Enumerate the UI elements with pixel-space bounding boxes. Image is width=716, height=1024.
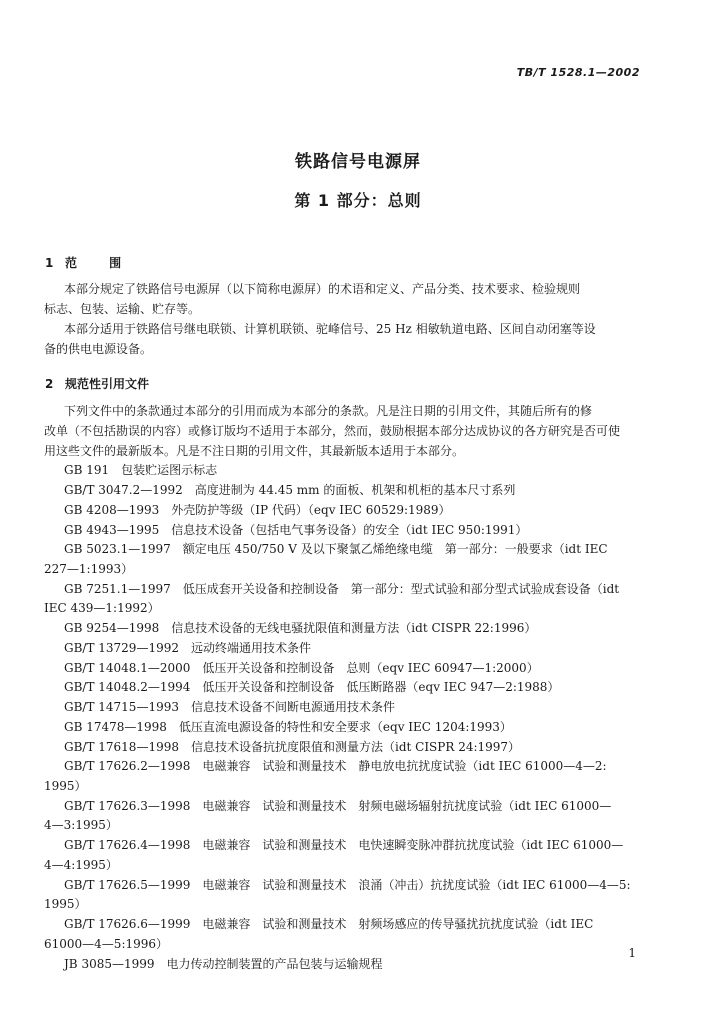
reference-line: GB/T 17626.3—1998 电磁兼容 试验和测量技术 射频电磁场辐射抗扰度试验（idt IEC 61000—: [64, 799, 612, 813]
scope-line: 标志、包装、运输、贮存等。: [44, 302, 201, 316]
reference-line: GB/T 14048.1—2000 低压开关设备和控制设备 总则（eqv IEC 60947—1:2000）: [64, 661, 539, 675]
section-title: 规范性引用文件: [65, 377, 150, 391]
reference-line: 1995）: [44, 779, 87, 793]
reference-line: 4—4:1995）: [44, 858, 118, 872]
reference-line: 61000—4—5:1996）: [44, 937, 169, 951]
section-heading-references: [45, 375, 149, 392]
page-number: 1: [628, 946, 636, 960]
scope-line: 本部分适用于铁路信号继电联锁、计算机联锁、驼峰信号、25 Hz 相敏轨道电路、区间自动闭塞等设: [64, 322, 596, 336]
scope-line: 备的供电电源设备。: [44, 342, 153, 356]
reference-line: GB 9254—1998 信息技术设备的无线电骚扰限值和测量方法（idt CISPR 22:1996）: [64, 621, 537, 635]
reference-line: GB 4208—1993 外壳防护等级（IP 代码）（eqv IEC 60529:1989）: [64, 503, 451, 517]
reference-line: IEC 439—1:1992）: [44, 601, 160, 615]
reference-line: 4—3:1995）: [44, 818, 118, 832]
references-intro-line: 用这些文件的最新版本。凡是不注日期的引用文件，其最新版本适用于本部分。: [44, 444, 465, 458]
reference-line: GB/T 17618—1998 信息技术设备抗扰度限值和测量方法（idt CISPR 24:1997）: [64, 740, 521, 754]
standard-code: TB/T 1528.1—2002: [516, 66, 640, 79]
reference-line: GB/T 17626.2—1998 电磁兼容 试验和测量技术 静电放电抗扰度试验（idt IEC 61000—4—2:: [64, 759, 607, 773]
section-number: 1: [45, 256, 54, 270]
section-heading-scope: [45, 254, 135, 271]
reference-line: GB 5023.1—1997 额定电压 450/750 V 及以下聚氯乙烯绝缘电缆 第一部分：一般要求（idt IEC: [64, 542, 608, 556]
reference-line: JB 3085—1999 电力传动控制装置的产品包装与运输规程: [64, 957, 383, 971]
section-number: 2: [45, 377, 54, 391]
document-subtitle: 第 1 部分：总则: [294, 191, 422, 210]
reference-line: GB/T 17626.4—1998 电磁兼容 试验和测量技术 电快速瞬变脉冲群抗扰度试验（idt IEC 61000—: [64, 838, 624, 852]
section-title: 范 围: [65, 256, 136, 270]
reference-line: GB/T 14048.2—1994 低压开关设备和控制设备 低压断路器（eqv IEC 947—2:1988）: [64, 680, 560, 694]
reference-line: 227—1:1993）: [44, 562, 134, 576]
document-title: 铁路信号电源屏: [295, 152, 421, 172]
reference-line: GB 4943—1995 信息技术设备（包括电气事务设备）的安全（idt IEC 950:1991）: [64, 523, 528, 537]
reference-line: GB 7251.1—1997 低压成套开关设备和控制设备 第一部分：型式试验和部分型式试验成套设备（idt: [64, 582, 620, 596]
reference-line: GB 17478—1998 低压直流电源设备的特性和安全要求（eqv IEC 1204:1993）: [64, 720, 512, 734]
reference-line: GB/T 17626.5—1999 电磁兼容 试验和测量技术 浪涌（冲击）抗扰度试验（idt IEC 61000—4—5:: [64, 878, 631, 892]
references-intro-line: 下列文件中的条款通过本部分的引用而成为本部分的条款。凡是注日期的引用文件，其随后所有的修: [64, 404, 593, 418]
reference-line: GB/T 13729—1992 远动终端通用技术条件: [64, 641, 311, 655]
references-intro-line: 改单（不包括勘误的内容）或修订版均不适用于本部分，然而，鼓励根据本部分达成协议的各方研究是否可使: [44, 424, 621, 438]
reference-line: GB/T 14715—1993 信息技术设备不间断电源通用技术条件: [64, 700, 395, 714]
reference-line: 1995）: [44, 897, 87, 911]
scope-line: 本部分规定了铁路信号电源屏（以下简称电源屏）的术语和定义、产品分类、技术要求、检验规则: [64, 282, 581, 296]
reference-line: GB/T 3047.2—1992 高度进制为 44.45 mm 的面板、机架和机柜的基本尺寸系列: [64, 483, 516, 497]
reference-line: GB/T 17626.6—1999 电磁兼容 试验和测量技术 射频场感应的传导骚扰抗扰度试验（idt IEC: [64, 917, 594, 931]
reference-line: GB 191 包装贮运图示标志: [64, 463, 218, 477]
